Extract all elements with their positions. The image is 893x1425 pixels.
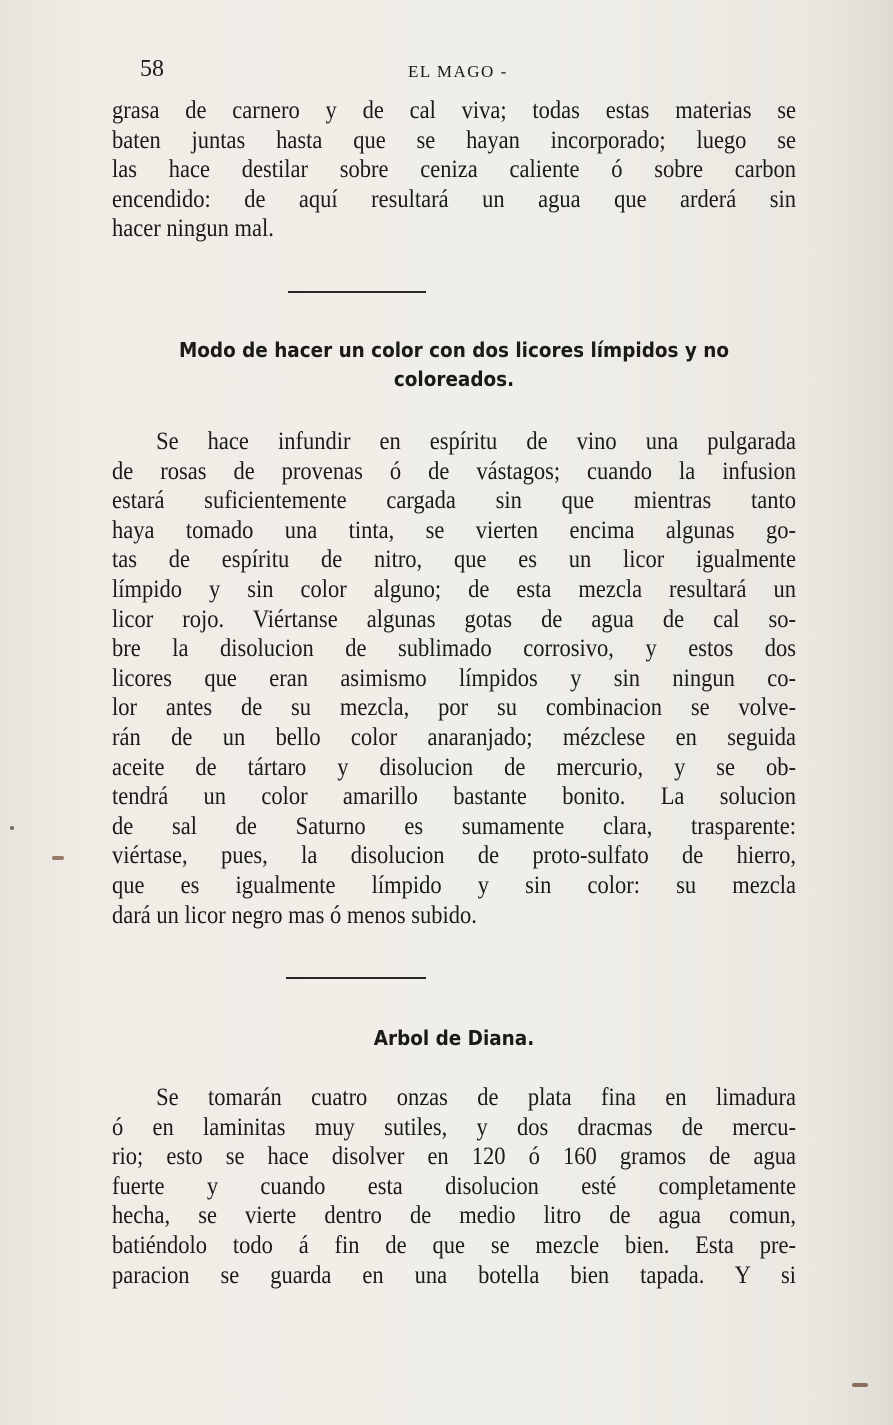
text-line: que es igualmente límpido y sin color: su mezcla [112,871,796,899]
text-line: hacer ningun mal. [112,215,274,243]
text-line: rio; esto se hace disolver en 120 ó 160 gramos de agua [112,1143,796,1171]
text-line: fuerte y cuando esta disolucion esté completamente [112,1172,796,1200]
text-line: límpido y sin color alguno; de esta mezcla resultará un [112,575,796,603]
text-line: aceite de tártaro y disolucion de mercurio, y se ob- [112,753,796,781]
heading-line: Modo de hacer un color con dos licores límpidos y no [178,338,730,362]
text-line: grasa de carnero y de cal viva; todas estas materias se [112,97,796,124]
text-line: licor rojo. Viértanse algunas gotas de agua de cal so- [112,605,796,633]
heading-line: coloreados. [393,367,515,391]
section-body-color [112,427,796,930]
text-line: viértase, pues, la disolucion de proto-sulfato de hierro, [112,842,796,870]
text-line: hecha, se vierte dentro de medio litro de agua comun, [112,1202,796,1230]
text-line: licores que eran asimismo límpidos y sin ningun co- [112,664,796,692]
text-line: Se hace infundir en espíritu de vino una pulgarada [156,428,797,455]
text-line: lor antes de su mezcla, por su combinacion se volve- [112,694,796,722]
section-divider [286,977,426,979]
section-heading-color [139,336,768,394]
paper-speck [852,1383,868,1387]
text-line: de sal de Saturno es sumamente clara, trasparente: [112,812,796,840]
text-line: de rosas de provenas ó de vástagos; cuando la infusion [112,457,796,485]
text-line: Se tomarán cuatro onzas de plata fina en limadura [156,1084,797,1111]
text-line: baten juntas hasta que se hayan incorporado; luego se [112,126,796,154]
paper-speck [10,826,14,830]
text-line: haya tomado una tinta, se vierten encima algunas go- [112,516,796,544]
heading-line: Arbol de Diana. [373,1026,535,1050]
text-line: paracion se guarda en una botella bien tapada. Y si [112,1261,796,1289]
page-number: 58 [140,56,164,82]
text-line: bre la disolucion de sublimado corrosivo, y estos dos [112,635,796,663]
section-heading-diana [139,1024,768,1053]
text-line: estará suficientemente cargada sin que mientras tanto [112,487,796,515]
text-line: dará un licor negro mas ó menos subido. [112,901,477,929]
text-line: las hace destilar sobre ceniza caliente ó sobre carbon [112,156,796,184]
text-line: tas de espíritu de nitro, que es un licor igualmente [112,546,796,574]
page-header [140,56,800,86]
section-divider [288,291,426,293]
section-body-diana [112,1083,796,1290]
running-title: EL MAGO - [408,62,508,81]
paper-speck [52,856,64,860]
text-line: batiéndolo todo á fin de que se mezcle bien. Esta pre- [112,1231,796,1259]
intro-paragraph [112,96,796,244]
text-line: encendido: de aquí resultará un agua que arderá sin [112,185,796,213]
text-line: ó en laminitas muy sutiles, y dos dracmas de mercu- [112,1113,796,1141]
text-line: rán de un bello color anaranjado; mézclese en seguida [112,723,796,751]
text-line: tendrá un color amarillo bastante bonito. La solucion [112,783,796,811]
